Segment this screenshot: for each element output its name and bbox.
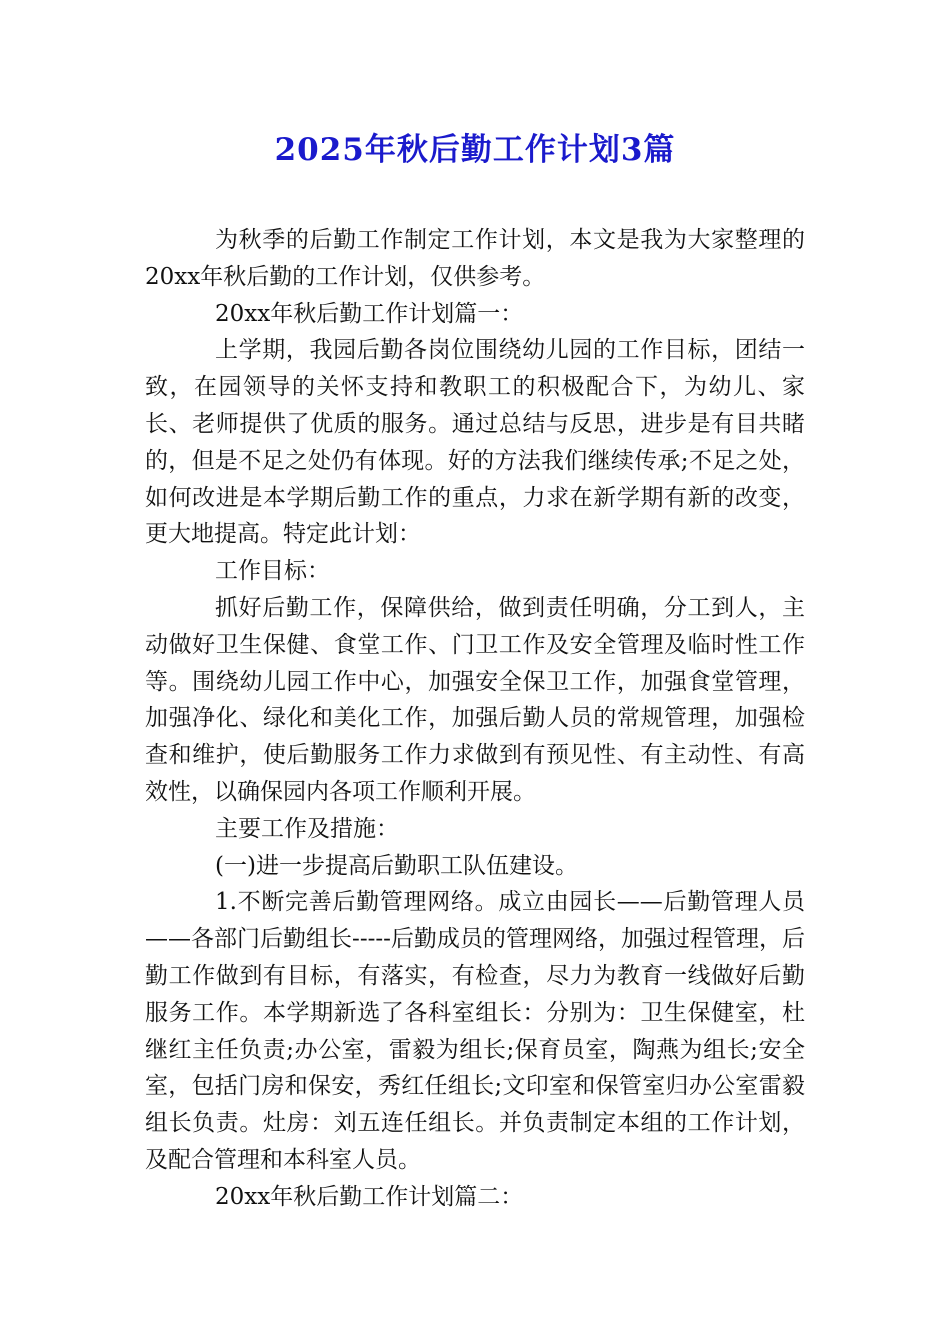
paragraph-intro: 为秋季的后勤工作制定工作计划，本文是我为大家整理的20xx年秋后勤的工作计划，仅供参考。: [145, 227, 805, 290]
document-title: 2025年秋后勤工作计划3篇: [274, 132, 676, 168]
section-heading-measures: 主要工作及措施：: [215, 815, 399, 842]
paragraph-goals: 抓好后勤工作，保障供给，做到责任明确，分工到人，主动做好卫生保健、食堂工作、门卫工作及安全管理及临时性工作等。围绕幼儿园工作中心，加强安全保卫工作，加强食堂管理，加强净化、绿化和美化工作，加强后勤人员的常规管理，加强检查和维护，使后勤服务工作力求做到有预见性、有主动性、有高效性，以确保园内各项工作顺利开展。: [145, 594, 805, 805]
document-body: [145, 222, 805, 1216]
section-heading-part-two: 20xx年秋后勤工作计划篇二：: [215, 1183, 524, 1210]
paragraph-management-network: 1.不断完善后勤管理网络。成立由园长——后勤管理人员——各部门后勤组长-----后勤成员的管理网络，加强过程管理，后勤工作做到有目标，有落实，有检查，尽力为教育一线做好后勤服务工作。本学期新选了各科室组长：分别为：卫生保健室，杜继红主任负责;办公室，雷毅为组长;保育员室，陶燕为组长;安全室，包括门房和保安，秀红任组长;文印室和保管室归办公室雷毅组长负责。灶房：刘五连任组长。并负责制定本组的工作计划，及配合管理和本科室人员。: [145, 889, 805, 1173]
section-heading-part-one: 20xx年秋后勤工作计划篇一：: [215, 300, 524, 327]
subheading-staff-building: (一)进一步提高后勤职工队伍建设。: [215, 852, 578, 879]
section-heading-goals: 工作目标：: [215, 558, 330, 585]
paragraph-review: 上学期，我园后勤各岗位围绕幼儿园的工作目标，团结一致，在园领导的关怀支持和教职工的积极配合下，为幼儿、家长、老师提供了优质的服务。通过总结与反思，进步是有目共睹的，但是不足之处仍有体现。好的方法我们继续传承;不足之处，如何改进是本学期后勤工作的重点，力求在新学期有新的改变，更大地提高。特定此计划：: [145, 337, 805, 548]
